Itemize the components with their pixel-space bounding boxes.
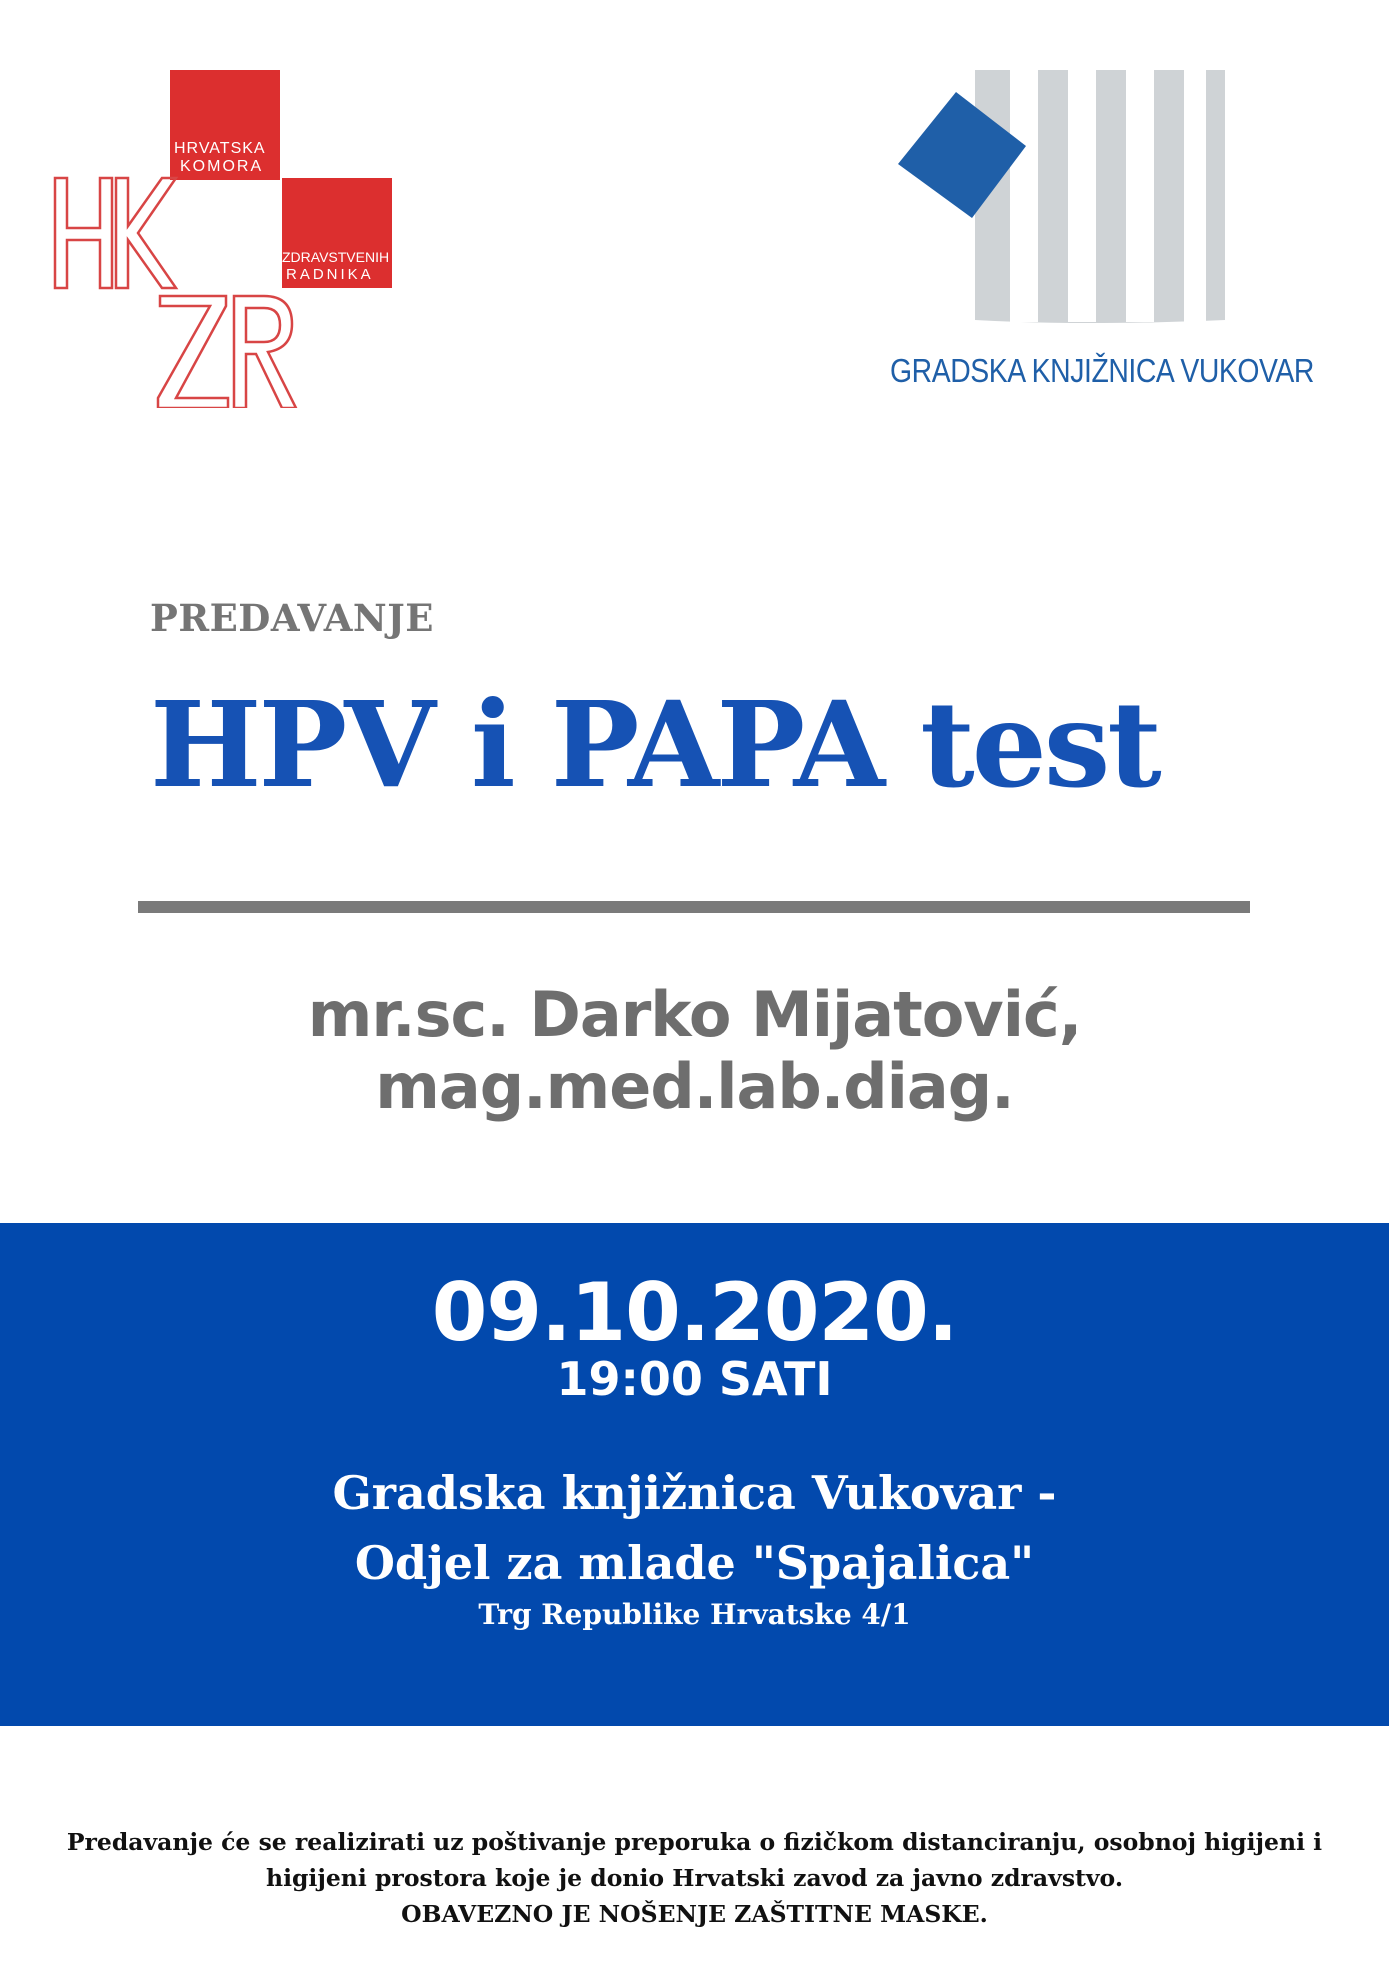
library-columns-icon [890,70,1310,340]
hkzr-logo [50,68,395,408]
footer-mask-notice: OBAVEZNO JE NOŠENJE ZAŠTITNE MASKE. [401,1900,988,1928]
venue-department: Odjel za mlade "Spajalica" [354,1536,1035,1590]
footer-line-2: higijeni prostora koje je donio Hrvatski zavod za javno zdravstvo. [265,1864,1123,1892]
event-time: 19:00 SATI [556,1352,833,1406]
logo-text-hrvatska: HRVATSKA [174,140,266,157]
logo-text-komora: KOMORA [180,158,264,175]
event-date: 09.10.2020. [431,1266,958,1359]
speaker-title: mag.med.lab.diag. [375,1050,1014,1123]
logo-text-zdravstvenih: ZDRAVSTVENIH [282,249,390,265]
hkzr-monogram-icon [50,68,395,408]
library-logo [890,70,1314,400]
speaker-name: mr.sc. Darko Mijatović, [307,978,1082,1051]
divider [138,901,1250,913]
logo-text-radnika: RADNIKA [286,266,374,283]
page-title: HPV i PAPA test [150,675,1159,814]
kicker: PREDAVANJE [150,596,434,640]
venue-name: Gradska knjižnica Vukovar - [332,1466,1057,1520]
library-name: GRADSKA KNJIŽNICA VUKOVAR [890,352,1314,389]
venue-address: Trg Republike Hrvatske 4/1 [478,1598,911,1631]
footer-line-1: Predavanje će se realizirati uz poštivanje preporuka o fizičkom distanciranju, osobnoj higijeni i [66,1828,1323,1856]
